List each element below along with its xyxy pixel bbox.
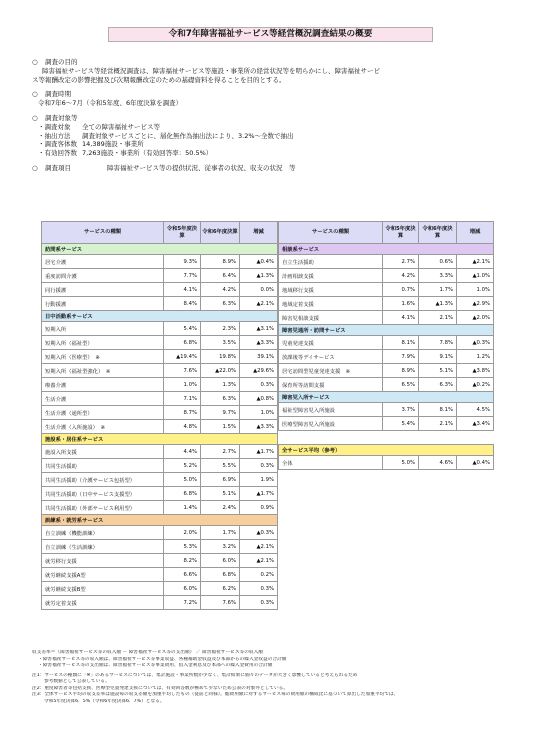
service-name: 居宅介護: [42, 255, 164, 269]
table-header: [279, 222, 494, 244]
table-row: [279, 456, 494, 470]
category-row: [42, 311, 278, 322]
fy6-value: 1.3%: [201, 378, 240, 392]
fy6-value: 6.4%: [201, 269, 240, 283]
diff-value: ▲3.3%: [240, 420, 278, 434]
service-name: 共同生活援助: [42, 459, 164, 473]
diff-value: 1.9%: [240, 473, 278, 487]
note-line: 注1：サービスの種類に「※」のあるサービスについては、集計施設・事業所数が少なく、集計結果に個々のデータが大きく影響していると考えられるため: [32, 672, 358, 678]
service-name: 就労定着支援: [42, 596, 164, 610]
category-row: [279, 244, 494, 255]
diff-value: 39.1%: [240, 350, 278, 364]
diff-value: 0.3%: [240, 459, 278, 473]
note-line: 注3：全体サービス平均の収支差率は施設毎の収支差額を加重平均したもの（従前と同様）。総費用額に対するサービス毎の費用額の構成比に基づいて算出した加重平均では、: [32, 692, 399, 697]
table-row: [42, 526, 278, 540]
diff-value: 0.9%: [240, 501, 278, 515]
fy5-value: 7.1%: [164, 392, 201, 406]
table-row: [42, 336, 278, 350]
diff-value: 0.0%: [240, 283, 278, 297]
table-row: [279, 255, 494, 269]
target-row-method: ・抽出方法 調査対象サービスごとに、層化無作為抽出法により、3.2%～全数で抽出: [38, 131, 294, 140]
fy6-value: 5.1%: [201, 487, 240, 501]
left-results-table: [41, 221, 278, 610]
fy6-value: 8.1%: [419, 403, 457, 417]
col-diff: 増減: [457, 222, 494, 244]
fy6-value: 1.7%: [419, 283, 457, 297]
table-row: [42, 406, 278, 420]
diff-value: 1.0%: [240, 406, 278, 420]
fy5-value: 1.0%: [164, 378, 201, 392]
col-fy6: 令和6年度決算: [201, 222, 240, 244]
diff-value: ▲1.7%: [240, 445, 278, 459]
col-fy5: 令和5年度決算: [164, 222, 201, 244]
service-name: 短期入所: [42, 322, 164, 336]
items-text: 障害福祉サービス等の提供状況、従事者の状況、収支の状況 等: [107, 163, 296, 172]
service-name: 就労継続支援B型: [42, 582, 164, 596]
col-service: サービスの種類: [279, 222, 383, 244]
diff-value: 1.0%: [457, 283, 494, 297]
table-row: [42, 364, 278, 378]
circle-bullet-icon: ○: [32, 113, 38, 122]
note-line: ・障害福祉サービス等の支出額は、障害福祉サービス等事業費用、借入金利息及び本部への繰入金費用の合計額: [38, 663, 273, 668]
diff-value: ▲0.3%: [240, 526, 278, 540]
fy6-value: 2.7%: [201, 445, 240, 459]
service-name: 短期入所（福祉型）: [42, 336, 164, 350]
category-label: 障害児入所サービス: [279, 392, 494, 403]
service-name: 就労移行支援: [42, 554, 164, 568]
table-row: [279, 364, 494, 378]
diff-value: 0.2%: [240, 568, 278, 582]
note-line: 注2：重度障害者等包括支援、医療型児童発達支援については、有効回答数が極めて少ないため公表の対象外としている。: [32, 685, 289, 691]
table-row: [279, 417, 494, 431]
service-name: 医療型障害児入所施設: [279, 417, 383, 431]
category-label: 訓練系・就労系サービス: [42, 515, 278, 526]
period-heading: [32, 90, 532, 99]
diff-value: ▲2.1%: [240, 540, 278, 554]
category-row: [279, 445, 494, 456]
table-row: [42, 322, 278, 336]
circle-bullet-icon: ○: [32, 163, 38, 172]
service-name: 共同生活援助（日中サービス支援型）: [42, 487, 164, 501]
fy5-value: 2.7%: [383, 255, 419, 269]
diff-value: ▲0.4%: [240, 255, 278, 269]
fy6-value: ▲1.3%: [419, 297, 457, 311]
service-name: 全体: [279, 456, 383, 470]
service-name: 障害児相談支援: [279, 311, 383, 325]
fy6-value: 2.3%: [201, 322, 240, 336]
target-row-valid: ・有効回答数 7,263施設・事業所（有効回答率：50.5%）: [38, 149, 213, 158]
table-header: [42, 222, 278, 244]
diff-value: 1.2%: [457, 350, 494, 364]
service-name: 放課後等デイサービス: [279, 350, 383, 364]
fy6-value: 0.6%: [419, 255, 457, 269]
fy6-value: 1.7%: [201, 526, 240, 540]
col-fy5: 令和5年度決算: [383, 222, 419, 244]
footnotes: [32, 650, 527, 705]
fy5-value: 6.8%: [164, 487, 201, 501]
fy5-value: 6.5%: [383, 378, 419, 392]
fy5-value: 6.0%: [164, 582, 201, 596]
circle-bullet-icon: ○: [32, 90, 38, 99]
service-name: 重度訪問介護: [42, 269, 164, 283]
table-row: [42, 297, 278, 311]
category-row: [279, 392, 494, 403]
note-line: 収支差率＝（障害福祉サービス等の収入額 － 障害福祉サービス等の支出額） ／ 障害福祉サービス等の収入額: [32, 650, 263, 655]
fy5-value: 8.7%: [164, 406, 201, 420]
fy5-value: 4.4%: [164, 445, 201, 459]
category-row: [42, 244, 278, 255]
fy5-value: 4.1%: [164, 283, 201, 297]
diff-value: ▲0.8%: [240, 392, 278, 406]
service-name: 療養介護: [42, 378, 164, 392]
fy6-value: 2.1%: [419, 417, 457, 431]
fy5-value: 8.4%: [164, 297, 201, 311]
table-row: [42, 378, 278, 392]
service-name: 保育所等訪問支援: [279, 378, 383, 392]
table-row: [279, 297, 494, 311]
fy5-value: 4.8%: [164, 420, 201, 434]
service-name: 福祉型障害児入所施設: [279, 403, 383, 417]
diff-value: ▲2.9%: [457, 297, 494, 311]
fy5-value: 5.2%: [164, 459, 201, 473]
service-name: 自立生活援助: [279, 255, 383, 269]
service-name: 地域移行支援: [279, 283, 383, 297]
diff-value: ▲3.8%: [457, 364, 494, 378]
service-name: 同行援護: [42, 283, 164, 297]
fy6-value: 7.8%: [419, 336, 457, 350]
table-row: [279, 283, 494, 297]
table-row: [42, 392, 278, 406]
diff-value: ▲3.3%: [240, 336, 278, 350]
service-name: 共同生活援助（外部サービス利用型）: [42, 501, 164, 515]
service-name: 短期入所（医療型） ※: [42, 350, 164, 364]
table-row: [42, 582, 278, 596]
diff-value: 0.3%: [240, 378, 278, 392]
fy5-value: 8.1%: [383, 336, 419, 350]
fy5-value: 6.6%: [164, 568, 201, 582]
fy5-value: 7.9%: [383, 350, 419, 364]
fy5-value: 1.6%: [383, 297, 419, 311]
service-name: 地域定着支援: [279, 297, 383, 311]
category-label: 障害児通所・訪問サービス: [279, 325, 494, 336]
diff-value: ▲3.4%: [457, 417, 494, 431]
purpose-line-1: 障害福祉サービス等経営概況調査は、障害福祉サービス等施設・事業所の経営状況等を明らかにし、障害福祉サービ: [42, 66, 380, 75]
target-heading: [32, 114, 532, 123]
service-name: 就労継続支援A型: [42, 568, 164, 582]
service-name: 自立訓練（生活訓練）: [42, 540, 164, 554]
target-heading-text: 調査対象等: [45, 113, 78, 122]
table-row: [42, 473, 278, 487]
diff-value: 4.5%: [457, 403, 494, 417]
diff-value: ▲1.0%: [457, 269, 494, 283]
category-row: [42, 434, 278, 445]
table-row: [42, 540, 278, 554]
diff-value: ▲3.1%: [240, 322, 278, 336]
fy6-value: 5.5%: [201, 459, 240, 473]
table-row: [42, 255, 278, 269]
category-label: 訪問系サービス: [42, 244, 278, 255]
fy5-value: 5.0%: [383, 456, 419, 470]
fy6-value: 3.5%: [201, 336, 240, 350]
target-row-subject: ・調査対象 全ての障害福祉サービス等: [38, 122, 160, 131]
table-row: [42, 269, 278, 283]
table-row: [42, 420, 278, 434]
service-name: 短期入所（福祉型強化） ※: [42, 364, 164, 378]
purpose-heading: [32, 58, 532, 67]
fy6-value: 4.6%: [419, 456, 457, 470]
circle-bullet-icon: ○: [32, 58, 38, 66]
col-diff: 増減: [240, 222, 278, 244]
table-row: [279, 403, 494, 417]
spacer-row: [279, 431, 494, 445]
right-results-table: [278, 221, 494, 470]
service-name: 生活介護（入所施設） ※: [42, 420, 164, 434]
fy5-value: 6.8%: [164, 336, 201, 350]
fy6-value: 4.2%: [201, 283, 240, 297]
diff-value: ▲2.1%: [457, 255, 494, 269]
fy6-value: 5.1%: [419, 364, 457, 378]
table-row: [42, 487, 278, 501]
service-name: 児童発達支援: [279, 336, 383, 350]
service-name: 計画相談支援: [279, 269, 383, 283]
note-line: ・障害福祉サービス等の収入額は、障害福祉サービス等事業収益、各種補助金収益及び本部からの繰入金収益の合計額: [38, 656, 287, 662]
fy5-value: 7.6%: [164, 364, 201, 378]
fy5-value: 2.0%: [164, 526, 201, 540]
fy6-value: 6.9%: [201, 473, 240, 487]
col-service: サービスの種類: [42, 222, 164, 244]
fy6-value: 6.3%: [201, 392, 240, 406]
category-label: 施設系・居住系サービス: [42, 434, 278, 445]
table-row: [42, 596, 278, 610]
service-name: 生活介護: [42, 392, 164, 406]
fy5-value: 7.7%: [164, 269, 201, 283]
fy5-value: 7.2%: [164, 596, 201, 610]
table-row: [42, 501, 278, 515]
service-name: 施設入所支援: [42, 445, 164, 459]
note-line: 参考数値として公表している。: [44, 679, 110, 684]
table-row: [279, 378, 494, 392]
spacer-cell: [279, 431, 494, 445]
fy5-value: 0.7%: [383, 283, 419, 297]
diff-value: ▲2.0%: [457, 311, 494, 325]
category-row: [279, 325, 494, 336]
table-row: [279, 336, 494, 350]
service-name: 自立訓練（機能訓練）: [42, 526, 164, 540]
diff-value: ▲1.7%: [240, 487, 278, 501]
fy6-value: 2.4%: [201, 501, 240, 515]
fy5-value: 5.4%: [164, 322, 201, 336]
fy5-value: 4.1%: [383, 311, 419, 325]
period-heading-text: 調査時期: [45, 90, 71, 99]
table-row: [42, 445, 278, 459]
fy6-value: 6.8%: [201, 568, 240, 582]
fy5-value: 1.4%: [164, 501, 201, 515]
fy6-value: 6.3%: [419, 378, 457, 392]
diff-value: ▲2.1%: [240, 297, 278, 311]
fy6-value: 9.1%: [419, 350, 457, 364]
table-row: [42, 568, 278, 582]
diff-value: 0.3%: [240, 582, 278, 596]
service-name: 行動援護: [42, 297, 164, 311]
items-heading: [32, 164, 532, 173]
fy5-value: 8.9%: [383, 364, 419, 378]
fy6-value: 7.6%: [201, 596, 240, 610]
fy5-value: 5.0%: [164, 473, 201, 487]
category-label: 相談系サービス: [279, 244, 494, 255]
fy6-value: 6.3%: [201, 297, 240, 311]
fy6-value: 9.7%: [201, 406, 240, 420]
service-name: 共同生活援助（介護サービス包括型）: [42, 473, 164, 487]
fy6-value: ▲22.0%: [201, 364, 240, 378]
fy6-value: 8.9%: [201, 255, 240, 269]
table-row: [42, 350, 278, 364]
table-row: [279, 311, 494, 325]
items-heading-text: 調査項目: [45, 163, 71, 172]
diff-value: ▲0.4%: [457, 456, 494, 470]
fy6-value: 6.0%: [201, 554, 240, 568]
fy5-value: 5.3%: [164, 540, 201, 554]
fy5-value: 5.4%: [383, 417, 419, 431]
survey-overview: [32, 58, 532, 173]
service-name: 居宅訪問型児童発達支援 ※: [279, 364, 383, 378]
fy6-value: 3.3%: [419, 269, 457, 283]
purpose-heading-text: 調査の目的: [45, 58, 78, 66]
table-row: [279, 269, 494, 283]
category-row: [42, 515, 278, 526]
page-title: 令和7年障害福祉サービス等経営概況調査結果の概要: [108, 27, 433, 42]
fy6-value: 2.1%: [419, 311, 457, 325]
fy6-value: 6.2%: [201, 582, 240, 596]
fy5-value: 3.7%: [383, 403, 419, 417]
fy5-value: ▲19.4%: [164, 350, 201, 364]
table-row: [42, 554, 278, 568]
fy5-value: 8.2%: [164, 554, 201, 568]
category-label: 日中活動系サービス: [42, 311, 278, 322]
fy5-value: 4.2%: [383, 269, 419, 283]
table-row: [42, 459, 278, 473]
diff-value: ▲1.3%: [240, 269, 278, 283]
purpose-line-2: ス等報酬改定の影響把握及び次期報酬改定のための基礎資料を得ることを目的とする。: [32, 75, 286, 84]
table-row: [279, 350, 494, 364]
fy5-value: 9.3%: [164, 255, 201, 269]
diff-value: ▲29.6%: [240, 364, 278, 378]
diff-value: ▲0.2%: [457, 378, 494, 392]
service-name: 生活介護（通所型）: [42, 406, 164, 420]
diff-value: 0.3%: [240, 596, 278, 610]
fy6-value: 19.8%: [201, 350, 240, 364]
fy6-value: 3.2%: [201, 540, 240, 554]
period-text: 令和7年6～7月（令和5年度、6年度決算を調査）: [38, 99, 183, 108]
diff-value: ▲2.1%: [240, 554, 278, 568]
target-row-count: ・調査客体数 14,389施設・事業所: [38, 140, 144, 149]
col-fy6: 令和6年度決算: [419, 222, 457, 244]
category-label: 全サービス平均（参考）: [279, 445, 494, 456]
diff-value: ▲0.3%: [457, 336, 494, 350]
table-row: [42, 283, 278, 297]
note-line: 令和5年度決算6．5%（令和6年度決算6．7%）となる。: [44, 698, 165, 704]
fy6-value: 1.5%: [201, 420, 240, 434]
